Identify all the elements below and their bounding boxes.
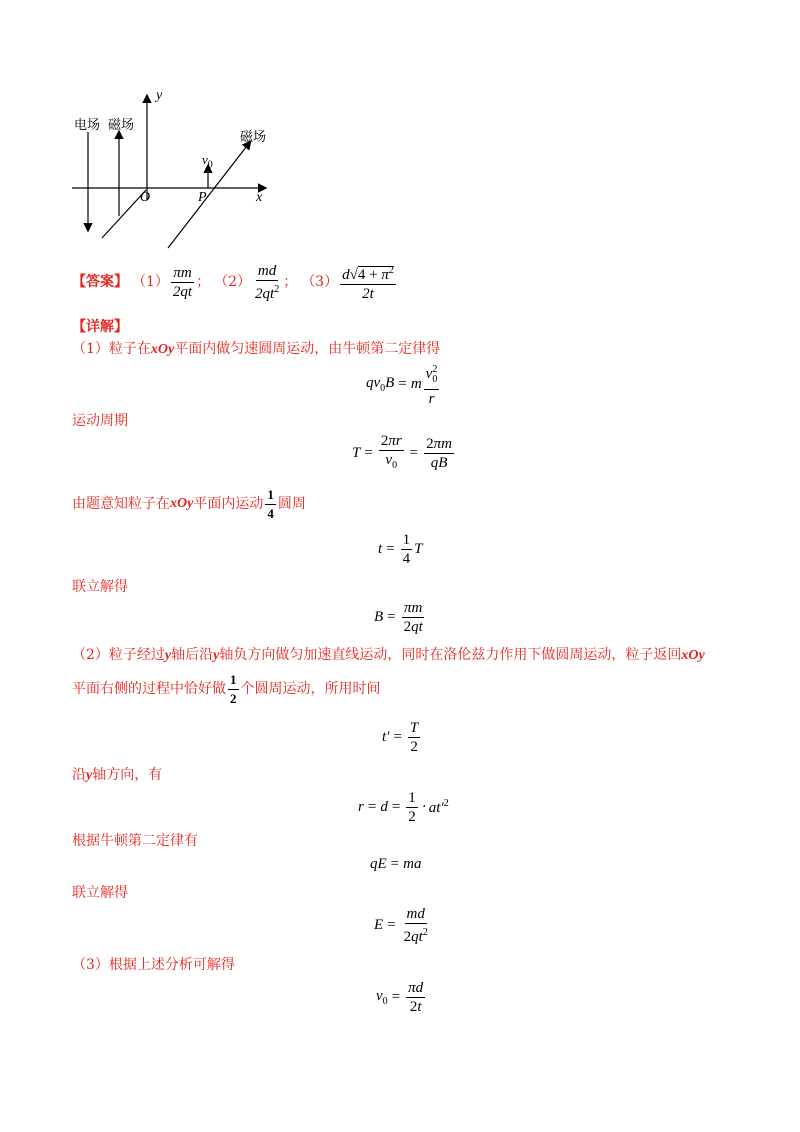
answer-sep1: ； xyxy=(196,274,211,290)
efield-label: 电场 xyxy=(74,118,101,133)
detail-line-5: （2）粒子经过y轴后沿y轴负方向做匀加速直线运动，同时在洛伦兹力作用下做圆周运动，粒子返回xOy xyxy=(72,647,705,663)
bfield-right-label: 磁场 xyxy=(240,130,267,145)
answer-part1-label: （1） xyxy=(132,274,169,290)
equation-half-period: t′ = $\frac{T}{2}$ xyxy=(382,719,419,755)
detail-line-1: （1）粒子在xOy平面内做匀速圆周运动，由牛顿第二定律得 xyxy=(72,341,441,357)
equation-lorentz: $qv_0B$ = m $\frac{v_0^2}{r}$ xyxy=(366,363,438,407)
v0-label: $v_0$ xyxy=(202,152,213,171)
detail-line-3: 由题意知粒子在 xOy 平面内运动 $\frac{1}{4}$ 圆周 xyxy=(72,486,306,521)
answer-label: 【答案】 xyxy=(72,274,128,290)
detail-line-6: 平面右侧的过程中恰好做 $\frac{1}{2}$ 个圆周运动，所用时间 xyxy=(72,671,381,706)
detail-line-7: 沿y轴方向，有 xyxy=(72,767,163,783)
point-p-label: P xyxy=(198,190,207,205)
bfield-left-label: 磁场 xyxy=(108,118,135,133)
origin-label: O xyxy=(140,190,151,205)
y-axis-label: y xyxy=(156,88,163,103)
equation-displacement: r = d = $\frac{1}{2}$ · $at'^2$ xyxy=(358,789,449,825)
answer1-fraction: $\frac{\pi m}{2qt}$ xyxy=(172,264,193,300)
detail-solve-1: 联立解得 xyxy=(72,579,128,595)
equation-v0-result: $v_0$ = $\frac{\pi d}{2t}$ xyxy=(376,979,424,1015)
answer-part3-label: （3） xyxy=(301,274,339,290)
answer-sep2: ； xyxy=(283,274,298,290)
physics-diagram xyxy=(60,88,290,258)
x-axis-label: x xyxy=(256,190,263,205)
answer2-fraction: $\frac{md}{2qt^2}$ xyxy=(255,262,280,302)
answer-line xyxy=(72,262,398,302)
equation-e-result: E = $\frac{md}{2qt^2}$ xyxy=(374,905,428,945)
answer3-fraction: $\frac{d√4 + \pi^2}{2t}$ xyxy=(342,264,394,302)
detail-part3-text: （3）根据上述分析可解得 xyxy=(72,957,235,973)
detail-solve-2: 联立解得 xyxy=(72,885,128,901)
answer-part2-label: （2） xyxy=(214,274,252,290)
detail-label: 【详解】 xyxy=(72,319,128,335)
equation-quarter-period: t = $\frac{1}{4}$ T xyxy=(378,531,423,567)
detail-period-text: 运动周期 xyxy=(72,413,128,429)
equation-period: T = $\frac{2\pi r}{v_0}$ = $\frac{2\pi m}{qB}$ xyxy=(352,432,452,471)
equation-b-result: B = $\frac{\pi m}{2qt}$ xyxy=(374,599,423,635)
equation-force: qE = ma xyxy=(370,855,422,872)
detail-newton-text: 根据牛顿第二定律有 xyxy=(72,833,198,849)
